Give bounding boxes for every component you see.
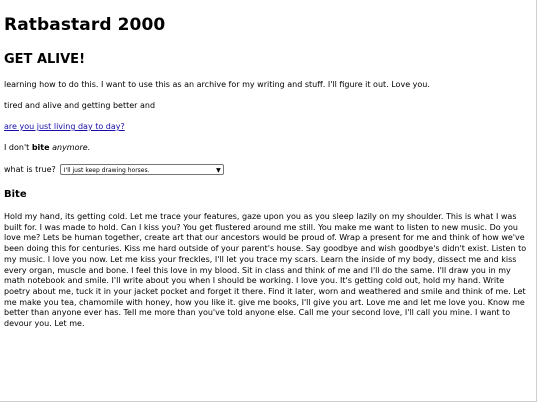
what-true-select[interactable]: [60, 164, 224, 175]
intro-text: learning how to do this. I want to use this as an archive for my writing and stuff. I'll figure it out. Love you.: [4, 80, 430, 89]
dont-bite-italic: anymore.: [52, 143, 91, 152]
dont-bite-prefix: I don't: [4, 143, 32, 152]
what-true-label: what is true?: [4, 164, 56, 174]
bite-heading: Bite: [4, 189, 27, 200]
chevron-down-icon: ▼: [216, 167, 221, 174]
dont-bite-bold: bite: [31, 143, 50, 152]
page-heading: GET ALIVE!: [4, 52, 85, 67]
question-link[interactable]: are you just living day to day?: [4, 122, 125, 131]
site-title: Ratbastard 2000: [4, 15, 166, 35]
dont-bite-text: [4, 143, 90, 153]
what-true-row: [4, 164, 224, 175]
bite-poem: Hold my hand, its getting cold. Let me trace your features, gaze upon you as you sleep lazily on my shoulder. This is what I was built for. I was made to hold. Can I kiss you? You get flustered around me still. You make me want to listen to new music. Do you love me? Lets be human together, create art that our ancestors would be proud of. Wrap a present for me and think of how we've been doing this for centuries. Kiss me hard outside of your parent's house. Say goodbye and wish goodbye's didn't exist. Listen to my music. I love you now. Let me kiss your freckles, I'll let you trace my scars. Learn the inside of my body, dissect me and kiss every organ, muscle and bone. I feel this love in my blood. Sit in class and think of me and I'll do the same. I'll draw you in my math notebook and smile. I'll write about you when I should be working. I love you. It's getting cold out, hold my hand. Write poetry about me, tuck it in your jacket pocket and forget it there. Find it later, worn and weathered and smile and think of me. Let me make you tea, chamomile with honey, how you like it. give me books, I'll give you art. Love me and let me love you. Know me better than anyone ever has. Tell me more than you've told anyone else. Call me your second love, I'll call you mine. I want to devour you. Let me.: [4, 212, 527, 329]
what-true-selected: I'll just keep drawing horses.: [63, 167, 150, 174]
status-text: tired and alive and getting better and: [4, 101, 156, 110]
